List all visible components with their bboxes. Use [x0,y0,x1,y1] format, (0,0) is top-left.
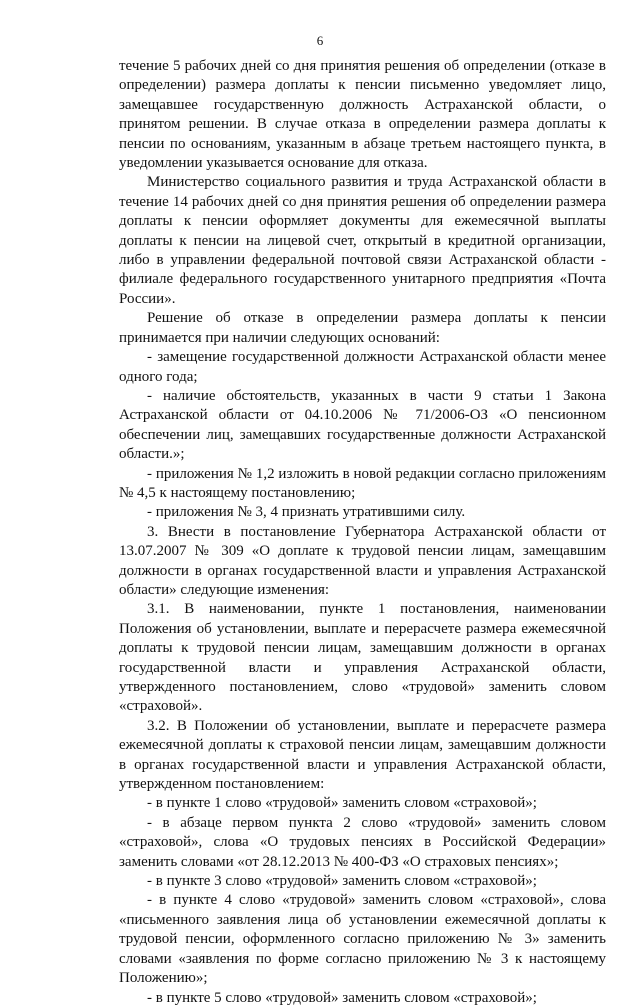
page-number: 6 [316,33,324,48]
document-body [119,57,606,1008]
paragraph-14: - в пункте 4 слово «трудовой» заменить словом «страховой», слова «письменного заявления лица об установлении ежемесячной доплаты к трудовой пенсии, оформленного согласно приложению № 3» заменить словами «заявления по форме согласно приложению № 3 к настоящему Положению»; [119,892,606,987]
paragraph-7: - приложения № 3, 4 признать утратившими силу. [147,504,466,521]
paragraph-11: - в пункте 1 слово «трудовой» заменить словом «страховой»; [147,795,537,812]
paragraph-1: течение 5 рабочих дней со дня принятия решения об определении (отказе в определении) размера доплаты к пенсии письменно уведомляет лицо, замещавшее государственную должность Астраханской области, о принятом решении. В случае отказа в определении размера доплаты к пенсии по основаниям, указанным в абзаце третьем настоящего пункта, в уведомлении указывается основание для отказа. [119,58,606,172]
paragraph-15: - в пункте 5 слово «трудовой» заменить словом «страховой»; [147,989,537,1006]
paragraph-8: 3. Внести в постановление Губернатора Астраханской области от 13.07.2007 № 309 «О доплате к трудовой пенсии лицам, замещавшим должности в органах государственной власти и управления Астраханской области» следующие изменения: [119,523,606,598]
paragraph-6: - приложения № 1,2 изложить в новой редакции согласно приложениям № 4,5 к настоящему постановлению; [119,465,606,501]
paragraph-5: - наличие обстоятельств, указанных в части 9 статьи 1 Закона Астраханской области от 04.10.2006 № 71/2006-ОЗ «О пенсионном обеспечении лиц, замещавших государственные должности Астраханской области.»; [119,387,606,463]
paragraph-13: - в пункте 3 слово «трудовой» заменить словом «страховой»; [147,873,537,890]
paragraph-3: Решение об отказе в определении размера доплаты к пенсии принимается при наличии следующих оснований: [119,310,606,346]
paragraph-9: 3.1. В наименовании, пункте 1 постановления, наименовании Положения об установлении, выплате и перерасчете размера ежемесячной доплаты к трудовой пенсии лицам, замещавшим должности в органах государственной власти и управления Астраханской области, утвержденного постановлением, слово «трудовой» заменить словом «страховой». [119,601,606,715]
paragraph-12: - в абзаце первом пункта 2 слово «трудовой» заменить словом «страховой», слова «О трудовых пенсиях в Российской Федерации» заменить словами «от 28.12.2013 № 400-ФЗ «О страховых пенсиях»; [119,814,606,870]
paragraph-2: Министерство социального развития и труда Астраханской области в течение 14 рабочих дней со дня принятия решения об определении размера доплаты к пенсии оформляет документы для ежемесячной выплаты доплаты к пенсии на лицевой счет, открытый в кредитной организации, либо в управлении федеральной почтовой связи Астраханской области - филиале федерального государственного унитарного предприятия «Почта России». [119,174,606,307]
paragraph-10: 3.2. В Положении об установлении, выплате и перерасчете размера ежемесячной доплаты к страховой пенсии лицам, замещавшим должности в органах государственной власти и управления Астраханской области, утвержденном постановлением: [119,717,606,793]
paragraph-4: - замещение государственной должности Астраханской области менее одного года; [119,349,606,385]
